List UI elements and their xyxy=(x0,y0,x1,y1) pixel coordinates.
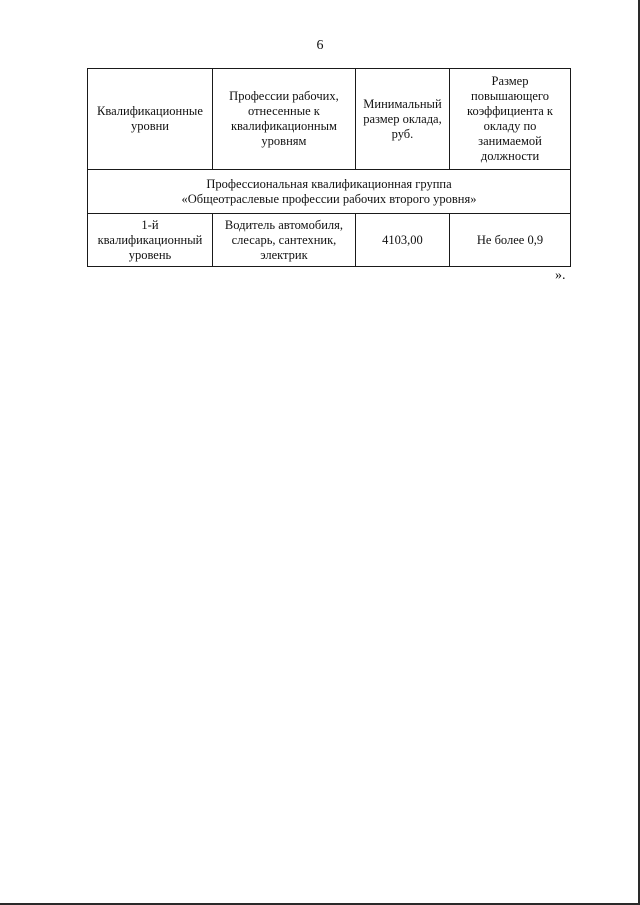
cell-salary: 4103,00 xyxy=(355,214,449,267)
header-qualification-levels: Квалификационные уровни xyxy=(88,69,213,170)
page-number: 6 xyxy=(316,38,324,53)
professional-group-title: Профессиональная квалификационная группа «Общеотраслевые профессии рабочих второго уровня» xyxy=(88,170,571,214)
table-header-row xyxy=(88,69,571,170)
cell-level: 1-й квалификационный уровень xyxy=(88,214,213,267)
header-minimum-salary: Минимальный размер оклада, руб. xyxy=(355,69,449,170)
header-worker-professions: Профессии рабочих, отнесенные к квалификационным уровням xyxy=(212,69,355,170)
table-group-row xyxy=(88,170,571,214)
closing-quote-mark: ». xyxy=(555,268,566,283)
header-increasing-coefficient: Размер повышающего коэффициента к окладу по занимаемой должности xyxy=(450,69,571,170)
table-row xyxy=(88,214,571,267)
cell-professions: Водитель автомобиля, слесарь, сантехник, электрик xyxy=(212,214,355,267)
qualification-table xyxy=(87,68,571,267)
cell-coefficient: Не более 0,9 xyxy=(450,214,571,267)
